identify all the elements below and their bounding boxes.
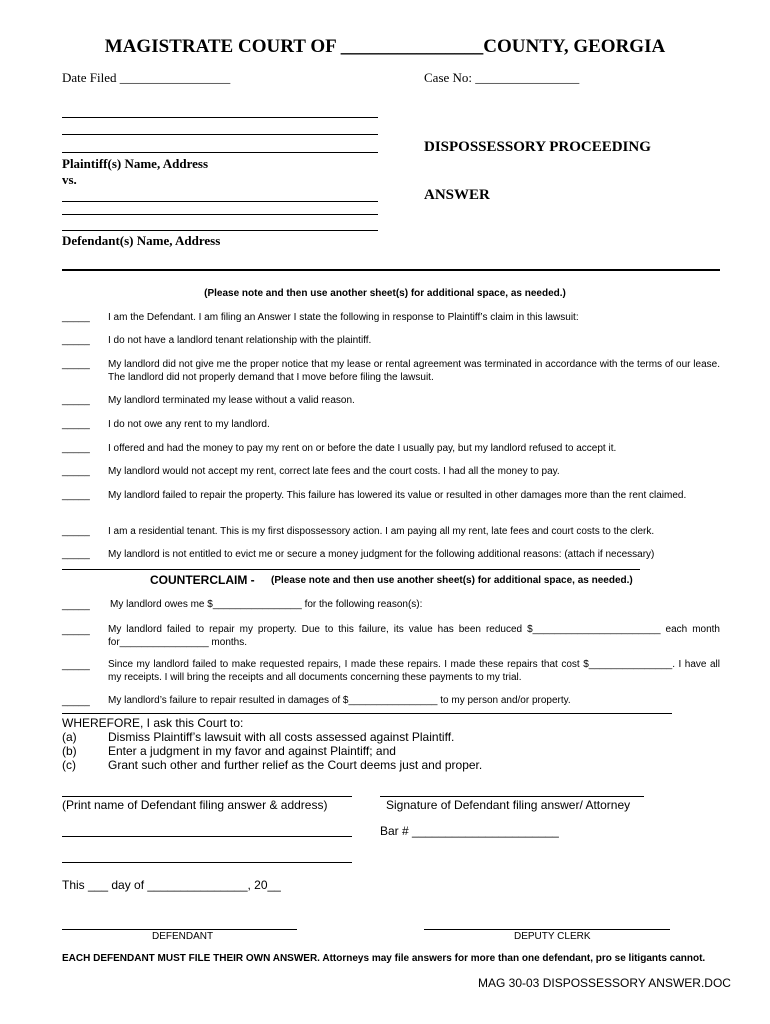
section-divider <box>62 269 720 271</box>
address-line-2[interactable] <box>62 862 352 863</box>
wherefore-item-b: Enter a judgment in my favor and against Plaintiff; and <box>108 744 396 758</box>
answer-checkbox-10[interactable]: _____ <box>62 549 90 560</box>
counterclaim-checkbox-1[interactable]: _____ <box>62 600 90 611</box>
defendant-line-2[interactable] <box>62 214 378 215</box>
wherefore-item-a: Dismiss Plaintiff’s lawsuit with all costs assessed against Plaintiff. <box>108 730 455 744</box>
bar-number-field[interactable]: Bar # ______________________ <box>380 824 559 838</box>
answer-checkbox-9[interactable]: _____ <box>62 526 90 537</box>
counterclaim-checkbox-3[interactable]: _____ <box>62 660 90 671</box>
deputy-clerk-sign-line[interactable] <box>424 929 670 930</box>
answer-item-5: I do not owe any rent to my landlord. <box>108 419 270 430</box>
answer-checkbox-7[interactable]: _____ <box>62 466 90 477</box>
answer-checkbox-5[interactable]: _____ <box>62 419 90 430</box>
plaintiff-label: Plaintiff(s) Name, Address <box>62 156 209 171</box>
defendant-label: Defendant(s) Name, Address <box>62 233 221 248</box>
answer-note: (Please note and then use another sheet(s) for additional space, as needed.) <box>204 288 566 299</box>
counterclaim-title: COUNTERCLAIM - <box>150 573 255 587</box>
wherefore-intro: WHEREFORE, I ask this Court to: <box>62 716 244 730</box>
answer-checkbox-1[interactable]: _____ <box>62 312 90 323</box>
defendant-sign-line[interactable] <box>62 929 297 930</box>
answer-item-7: My landlord would not accept my rent, correct late fees and the court costs. I had all the money to pay. <box>108 466 560 477</box>
defendant-sign-label: DEFENDANT <box>152 931 214 942</box>
counterclaim-item-4: My landlord’s failure to repair resulted in damages of $________________ to my person and/or property. <box>108 695 571 706</box>
wherefore-letter-b: (b) <box>62 744 77 758</box>
date-line[interactable]: This ___ day of _______________, 20__ <box>62 878 281 892</box>
answer-checkbox-3[interactable]: _____ <box>62 359 90 370</box>
deputy-clerk-label: DEPUTY CLERK <box>514 931 591 942</box>
defendant-line-3[interactable] <box>62 230 378 231</box>
proceeding-heading: DISPOSSESSORY PROCEEDING <box>424 139 651 155</box>
answer-heading: ANSWER <box>424 187 490 203</box>
answer-checkbox-8[interactable]: _____ <box>62 490 90 501</box>
counterclaim-end-line <box>62 713 672 714</box>
plaintiff-line-2[interactable] <box>62 134 378 135</box>
plaintiff-line-3[interactable] <box>62 152 378 153</box>
answer-item-1: I am the Defendant. I am filing an Answer I state the following in response to Plaintiff’s claim in this lawsuit: <box>108 312 579 323</box>
counterclaim-checkbox-2[interactable]: _____ <box>62 625 90 636</box>
answer-item-10: My landlord is not entitled to evict me or secure a money judgment for the following additional reasons: (attach if necessary) <box>108 549 655 560</box>
answer-item-3: My landlord did not give me the proper notice that my lease or rental agreement was terminated in accordance with the terms of our lease. The landlord did not properly demand that I move before filing the lawsuit. <box>108 359 720 383</box>
counterclaim-item-3: Since my landlord failed to make requested repairs, I made these repairs. I made these repairs that cost $_______________. I have all my receipts. I will bring the receipts and all documents concerning these payments to my trial. <box>108 659 720 683</box>
counterclaim-checkbox-4[interactable]: _____ <box>62 696 90 707</box>
print-name-label: (Print name of Defendant filing answer & address) <box>62 798 328 812</box>
counterclaim-item-1: My landlord owes me $________________ for the following reason(s): <box>110 599 423 610</box>
answer-checkbox-4[interactable]: _____ <box>62 395 90 406</box>
print-name-line[interactable] <box>62 796 352 797</box>
answer-item-8: My landlord failed to repair the property. This failure has lowered its value or resulted in other damages more than the rent claimed. <box>108 490 687 501</box>
answer-item-2: I do not have a landlord tenant relationship with the plaintiff. <box>108 335 372 346</box>
date-filed-field[interactable]: Date Filed _________________ <box>62 70 231 85</box>
defendant-line-1[interactable] <box>62 201 378 202</box>
plaintiff-line-1[interactable] <box>62 117 378 118</box>
wherefore-item-c: Grant such other and further relief as the Court deems just and proper. <box>108 758 483 772</box>
page-title: MAGISTRATE COURT OF _______________COUNTY, GEORGIA <box>104 36 666 57</box>
address-line-1[interactable] <box>62 836 352 837</box>
answer-item-6: I offered and had the money to pay my rent on or before the date I usually pay, but my landlord refused to accept it. <box>108 443 617 454</box>
signature-label: Signature of Defendant filing answer/ Attorney <box>386 798 631 812</box>
footer-note: EACH DEFENDANT MUST FILE THEIR OWN ANSWER. Attorneys may file answers for more than one defendant, pro se litigants cannot. <box>62 953 706 964</box>
case-number-field[interactable]: Case No: ________________ <box>424 70 580 85</box>
wherefore-letter-c: (c) <box>62 758 76 772</box>
counterclaim-item-2: My landlord failed to repair my property. Due to this failure, its value has been reduced $_______________________ each month for________________ months. <box>108 624 720 648</box>
document-id: MAG 30-03 DISPOSSESSORY ANSWER.DOC <box>478 976 731 990</box>
answer-item-4: My landlord terminated my lease without a valid reason. <box>108 395 355 406</box>
signature-line[interactable] <box>380 796 644 797</box>
additional-reasons-line[interactable] <box>62 569 640 570</box>
versus-label: vs. <box>62 172 77 187</box>
wherefore-letter-a: (a) <box>62 730 77 744</box>
answer-checkbox-2[interactable]: _____ <box>62 335 90 346</box>
counterclaim-note: (Please note and then use another sheet(s) for additional space, as needed.) <box>271 575 633 586</box>
answer-item-9: I am a residential tenant. This is my first dispossessory action. I am paying all my rent, late fees and court costs to the clerk. <box>108 526 655 537</box>
answer-checkbox-6[interactable]: _____ <box>62 443 90 454</box>
